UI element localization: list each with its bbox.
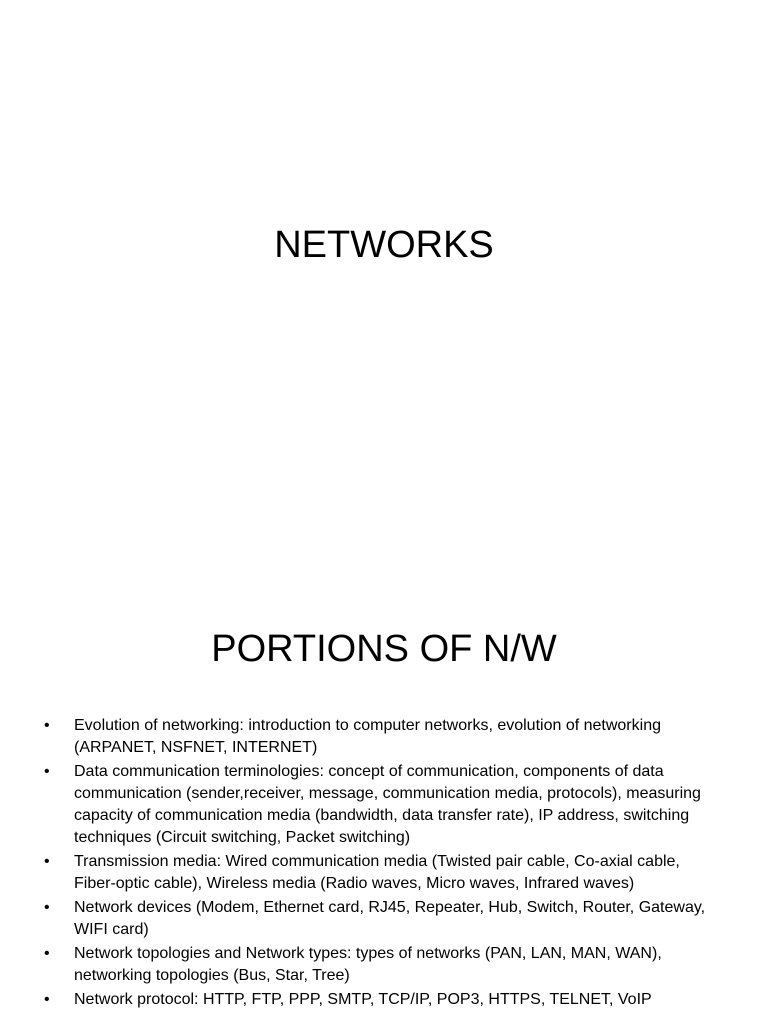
- bullet-icon: •: [44, 763, 50, 780]
- bullet-item-transmission-media: [44, 851, 724, 895]
- bullet-text: Data communication terminologies: concept of communication, components of data communication (sender,receiver, message, communication media, protocols), measuring capacity of communication media (bandwidth, data transfer rate), IP address, switching techniques (Circuit switching, Packet switching): [74, 763, 701, 846]
- bullet-text: Transmission media: Wired communication media (Twisted pair cable, Co-axial cable, Fiber-optic cable), Wireless media (Radio waves, Micro waves, Infrared waves): [74, 853, 680, 892]
- bullet-item-topologies: [44, 943, 724, 987]
- slide-title: NETWORKS: [274, 224, 494, 266]
- bullet-text: Network devices (Modem, Ethernet card, RJ45, Repeater, Hub, Switch, Router, Gateway, WIFI card): [74, 899, 706, 938]
- bullet-icon: •: [44, 899, 50, 916]
- slide-portions: [0, 576, 768, 1024]
- bullet-icon: •: [44, 991, 50, 1008]
- bullet-item-evolution: [44, 715, 724, 759]
- bullet-icon: •: [44, 945, 50, 962]
- bullet-item-protocols: [44, 989, 724, 1011]
- bullet-list: [44, 715, 724, 1013]
- bullet-text: Network protocol: HTTP, FTP, PPP, SMTP, TCP/IP, POP3, HTTPS, TELNET, VoIP: [74, 991, 652, 1008]
- bullet-icon: •: [44, 853, 50, 870]
- bullet-text: Evolution of networking: introduction to computer networks, evolution of networking (ARPANET, NSFNET, INTERNET): [74, 717, 661, 756]
- bullet-item-network-devices: [44, 897, 724, 941]
- bullet-icon: •: [44, 717, 50, 734]
- bullet-item-data-communication: [44, 761, 724, 849]
- bullet-text: Network topologies and Network types: types of networks (PAN, LAN, MAN, WAN), networking topologies (Bus, Star, Tree): [74, 945, 662, 984]
- slide-heading: PORTIONS OF N/W: [211, 628, 557, 670]
